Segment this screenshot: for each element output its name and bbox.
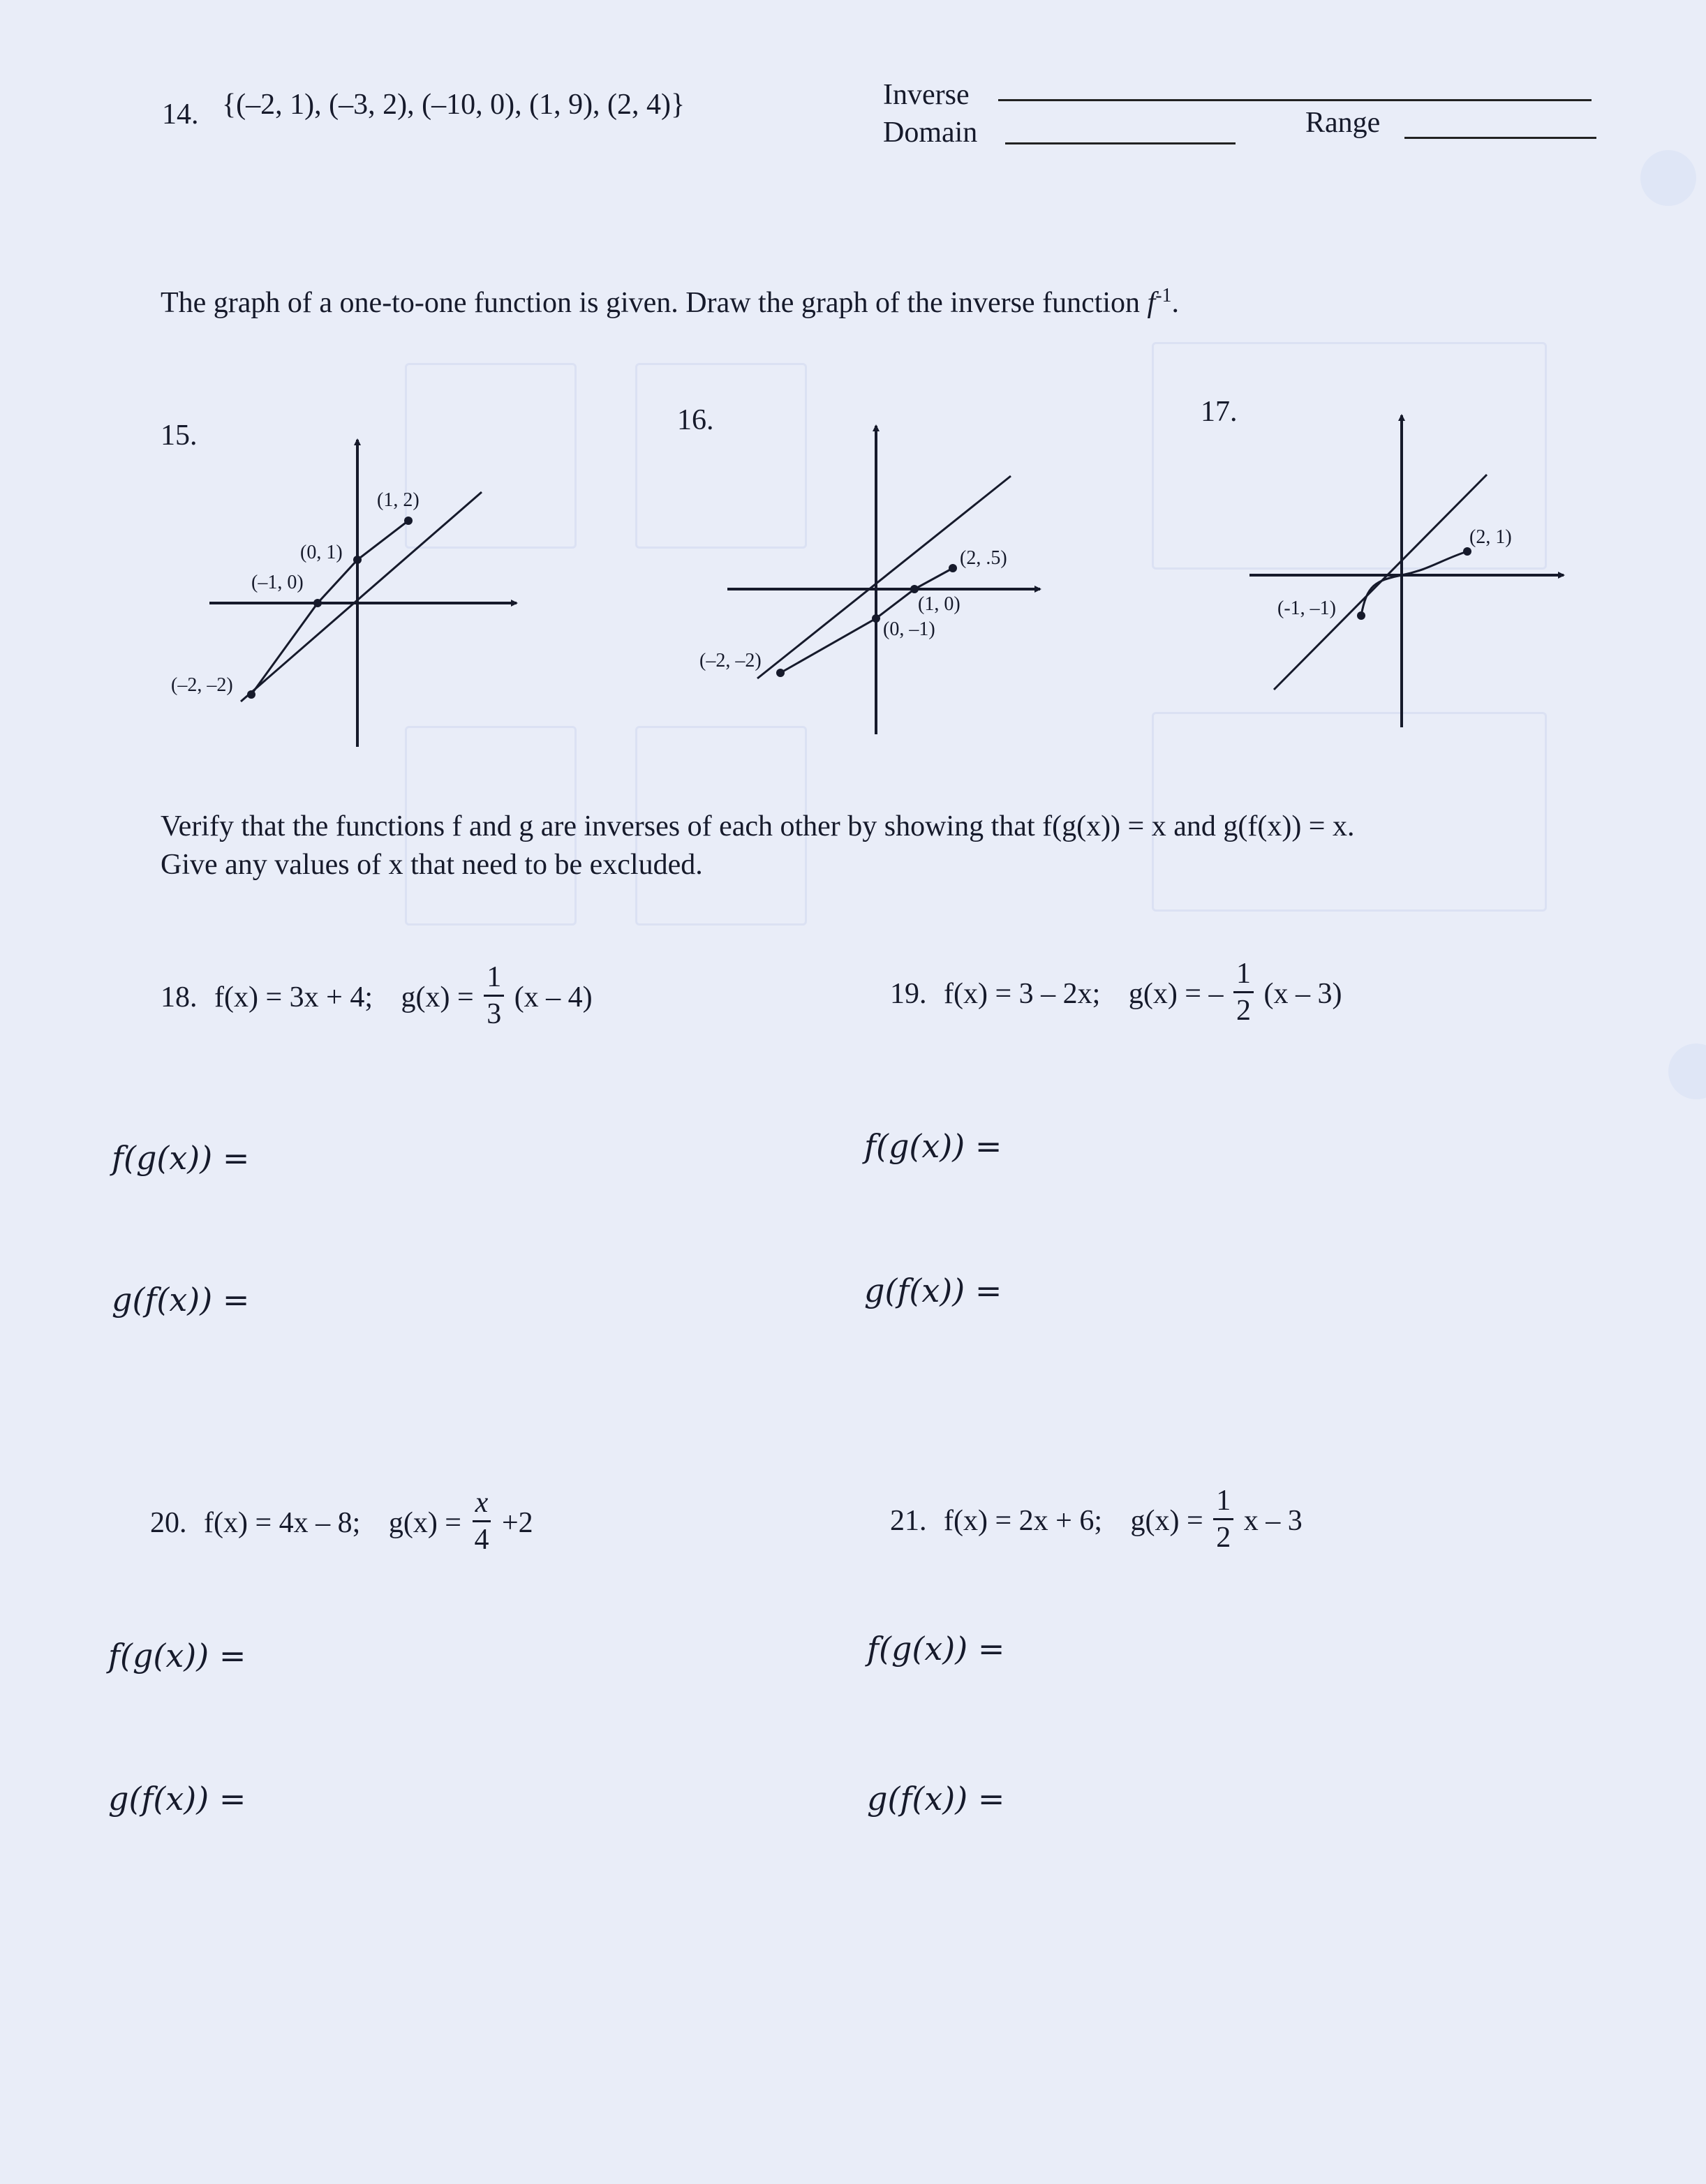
problem-18 — [161, 961, 593, 1033]
problem-21-number: 21. — [890, 1505, 927, 1538]
inverse-answer-line[interactable] — [998, 99, 1592, 101]
point — [1357, 611, 1365, 620]
fg-18-label: f(g(x)) = — [112, 1139, 250, 1177]
problem-21-g-suffix: x – 3 — [1243, 1505, 1303, 1538]
graph-15 — [161, 419, 537, 754]
problem-21-fraction — [1213, 1486, 1233, 1552]
problem-20-number: 20. — [150, 1507, 187, 1540]
domain-answer-line[interactable] — [1005, 142, 1236, 144]
point-label: (–2, –2) — [699, 650, 762, 671]
gf-21-label: g(f(x)) = — [867, 1780, 1005, 1818]
range-label: Range — [1305, 107, 1381, 139]
problem-19 — [890, 958, 1342, 1030]
punch-hole — [1640, 150, 1696, 206]
fraction-numerator: x — [473, 1488, 491, 1522]
problem-21-g-prefix: g(x) = — [1130, 1505, 1203, 1538]
gf-18-label: g(f(x)) = — [112, 1281, 250, 1318]
problem-21 — [890, 1485, 1303, 1557]
problem-18-g-suffix: (x – 4) — [514, 981, 593, 1014]
point — [1463, 547, 1471, 556]
problem-18-f: f(x) = 3x + 4; — [214, 981, 373, 1014]
fraction-denominator: 2 — [1236, 995, 1251, 1027]
graph-15-number: 15. — [161, 419, 198, 452]
problem-20-g-prefix: g(x) = — [388, 1507, 461, 1540]
point — [247, 690, 255, 699]
inverse-exponent: -1 — [1155, 285, 1172, 306]
fg-20-label: f(g(x)) = — [108, 1637, 246, 1674]
problem-19-f: f(x) = 3 – 2x; — [944, 978, 1101, 1011]
fraction-denominator: 3 — [487, 998, 502, 1030]
graph-17-number: 17. — [1201, 396, 1238, 428]
fraction-numerator: 1 — [1233, 959, 1254, 993]
graph-instructions — [161, 285, 1179, 320]
problem-18-number: 18. — [161, 981, 198, 1014]
f-symbol: f — [1147, 287, 1156, 319]
point — [872, 614, 880, 623]
point — [353, 556, 362, 564]
fraction-denominator: 2 — [1216, 1522, 1231, 1554]
point-label: (1, 0) — [918, 593, 960, 615]
point — [910, 585, 919, 593]
gf-19-label: g(f(x)) = — [864, 1272, 1002, 1309]
problem-20-g-suffix: +2 — [502, 1507, 533, 1540]
fraction-numerator: 1 — [1213, 1486, 1233, 1520]
point — [404, 517, 413, 525]
problem-19-g-prefix: g(x) = – — [1128, 978, 1224, 1011]
punch-hole — [1668, 1043, 1706, 1099]
verify-instructions-line2: Give any values of x that need to be excluded. — [161, 849, 703, 881]
graph-16-number: 16. — [677, 404, 714, 436]
range-answer-line[interactable] — [1404, 137, 1596, 139]
fg-19-label: f(g(x)) = — [864, 1127, 1002, 1165]
point — [313, 599, 322, 607]
identity-line — [241, 492, 482, 701]
problem-19-fraction — [1233, 959, 1254, 1025]
point-label: (–2, –2) — [171, 674, 233, 696]
graph-instructions-text: The graph of a one-to-one function is given. Draw the graph of the inverse function — [161, 287, 1141, 319]
fg-21-label: f(g(x)) = — [867, 1630, 1005, 1667]
point — [776, 669, 785, 677]
problem-19-number: 19. — [890, 978, 927, 1011]
fraction-denominator: 4 — [474, 1524, 489, 1556]
fraction-numerator: 1 — [484, 963, 504, 997]
problem-18-fraction — [484, 963, 504, 1029]
point-label: (1, 2) — [377, 489, 420, 511]
point-label: (-1, –1) — [1277, 597, 1336, 619]
graph-16 — [691, 412, 1068, 747]
problem-20-f: f(x) = 4x – 8; — [204, 1507, 361, 1540]
problem-21-f: f(x) = 2x + 6; — [944, 1505, 1103, 1538]
instruction-period: . — [1171, 287, 1180, 319]
gf-20-label: g(f(x)) = — [108, 1780, 246, 1818]
point-label: (0, –1) — [883, 618, 935, 640]
problem-20 — [150, 1487, 533, 1559]
point-label: (2, 1) — [1469, 526, 1512, 548]
problem-20-fraction — [472, 1488, 492, 1554]
function-graph — [1361, 551, 1467, 616]
point — [949, 564, 957, 572]
inverse-label: Inverse — [883, 79, 970, 111]
problem-18-g-prefix: g(x) = — [401, 981, 474, 1014]
domain-label: Domain — [883, 117, 978, 149]
identity-line — [757, 476, 1011, 678]
verify-instructions-line1: Verify that the functions f and g are inverses of each other by showing that f(g(x)) = x and g(f(x)) = x. — [161, 810, 1355, 842]
point-label: (0, 1) — [300, 542, 343, 563]
graph-17 — [1243, 405, 1578, 740]
problem-14-number: 14. — [162, 98, 199, 131]
point-label: (–1, 0) — [251, 572, 304, 593]
problem-14-set: {(–2, 1), (–3, 2), (–10, 0), (1, 9), (2, 4)} — [222, 89, 685, 121]
point-label: (2, .5) — [960, 547, 1007, 569]
problem-19-g-suffix: (x – 3) — [1263, 978, 1342, 1011]
